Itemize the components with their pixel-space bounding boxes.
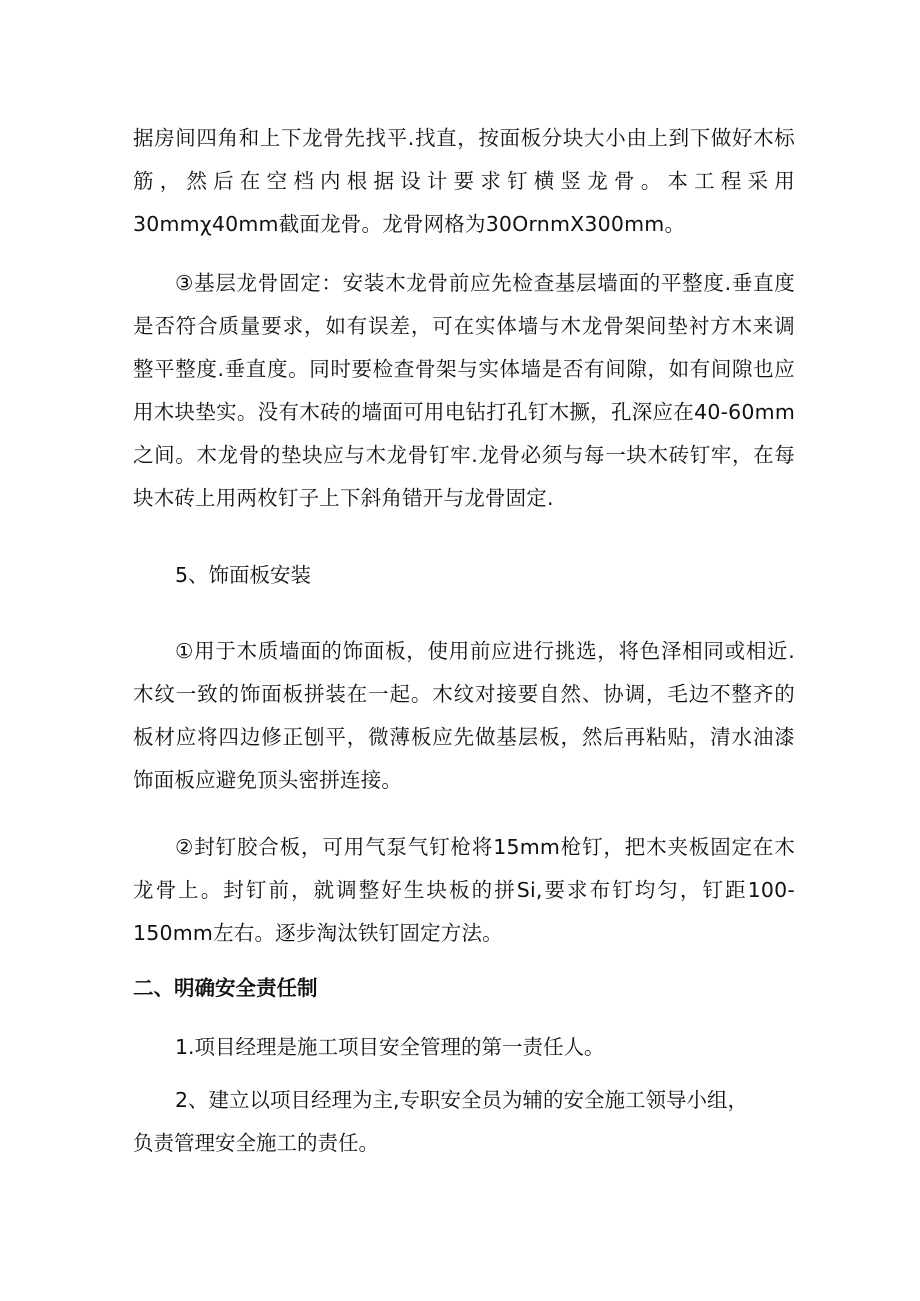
section-heading-panel-install: 5、饰面板安装 [175, 563, 312, 587]
list-item-project-manager: 1.项目经理是施工项目安全管理的第一责任人。 [175, 1035, 605, 1059]
paragraph-base-keel-fixing: ③基层龙骨固定：安装木龙骨前应先检查基层墙面的平整度.垂直度是否符合质量要求，如有误差，可在实体墙与木龙骨架间垫衬方木来调整平整度.垂直度。同时要检查骨架与实体墙是否有间隙，如有间隙也应用木块垫实。没有木砖的墙面可用电钻打孔钉木撅，孔深应在40-60mm之间。木龙骨的垫块应与木龙骨钉牢.龙骨必须与每一块木砖钉牢，在每块木砖上用两枚钉子上下斜角错开与龙骨固定. [133, 271, 795, 510]
section-heading-safety-responsibility: 二、明确安全责任制 [133, 976, 318, 1000]
paragraph-keel-layout: 据房间四角和上下龙骨先找平.找直，按面板分块大小由上到下做好木标筋，然后在空档内根据设计要求钉横竖龙骨。本工程采用30mmχ40mm截面龙骨。龙骨网格为30OrnmX300mm。 [133, 126, 795, 236]
list-item-safety-group-line2: 负责管理安全施工的责任。 [133, 1131, 379, 1155]
list-item-safety-group-line1: 2、建立以项目经理为主,专职安全员为辅的安全施工领导小组， [175, 1088, 749, 1112]
paragraph-nailing-plywood: ②封钉胶合板，可用气泵气钉枪将15mm枪钉，把木夹板固定在木龙骨上。封钉前，就调整好生块板的拼Si,要求布钉均匀，钉距100-150mm左右。逐步淘汰铁钉固定方法。 [133, 835, 795, 945]
paragraph-wood-panel-selection: ①用于木质墙面的饰面板，使用前应进行挑选，将色泽相同或相近.木纹一致的饰面板拼装在一起。木纹对接要自然、协调，毛边不整齐的板材应将四边修正刨平，微薄板应先做基层板，然后再粘贴，清水油漆饰面板应避免顶头密拼连接。 [133, 639, 795, 792]
